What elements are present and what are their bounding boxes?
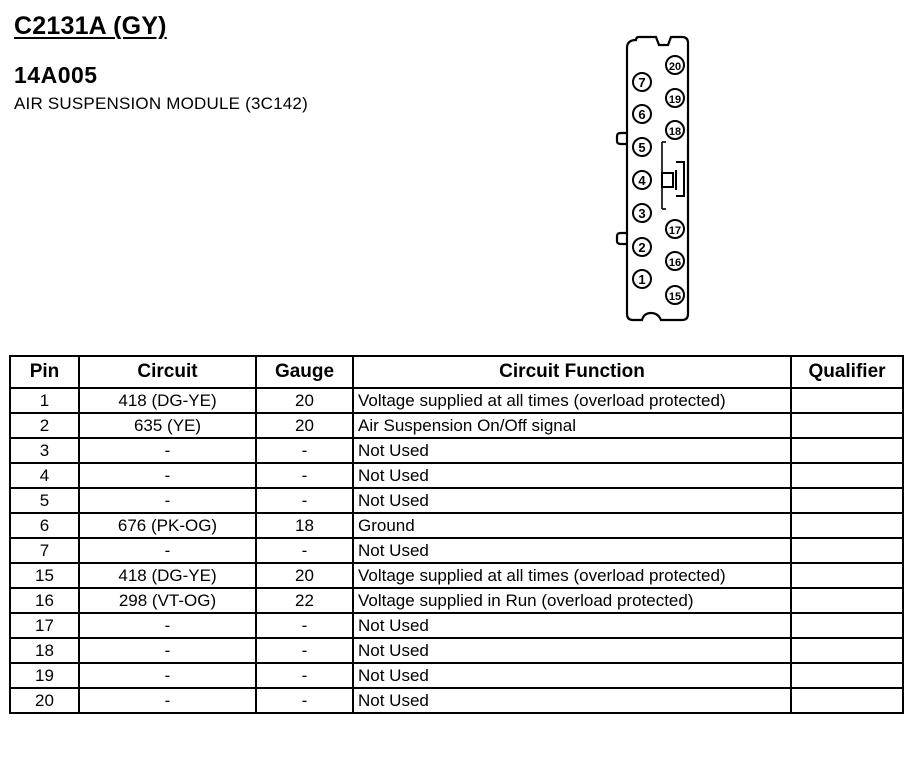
pin-label: 15: [668, 291, 682, 303]
table-row: [10, 488, 903, 513]
circuit-cell: -: [79, 438, 256, 463]
table-body: [10, 388, 903, 713]
pin-cell: 5: [10, 488, 79, 513]
pin-label: 7: [638, 75, 646, 90]
qualifier-cell: [791, 513, 903, 538]
circuit-cell: 418 (DG-YE): [79, 388, 256, 413]
function-cell: Ground: [353, 513, 791, 538]
gauge-cell: -: [256, 663, 353, 688]
pin-label: 19: [668, 94, 682, 106]
function-cell: Air Suspension On/Off signal: [353, 413, 791, 438]
pin-cell: 2: [10, 413, 79, 438]
gauge-cell: 20: [256, 413, 353, 438]
pin-label: 17: [668, 225, 682, 237]
pin-cell: 17: [10, 613, 79, 638]
function-cell: Voltage supplied in Run (overload protected): [353, 588, 791, 613]
pin-label: 16: [668, 257, 682, 269]
table-row: [10, 688, 903, 713]
col-header-qualifier: Qualifier: [791, 356, 903, 388]
function-cell: Voltage supplied at all times (overload protected): [353, 388, 791, 413]
function-cell: Not Used: [353, 663, 791, 688]
table-row: [10, 438, 903, 463]
table-row: [10, 388, 903, 413]
col-header-pin: Pin: [10, 356, 79, 388]
pin-cell: 18: [10, 638, 79, 663]
table-row: [10, 663, 903, 688]
function-cell: Not Used: [353, 538, 791, 563]
pin-label: 2: [638, 240, 646, 255]
qualifier-cell: [791, 413, 903, 438]
connector-pin-1: [633, 270, 651, 288]
pin-cell: 15: [10, 563, 79, 588]
connector-pin-19: [666, 89, 684, 107]
gauge-cell: -: [256, 688, 353, 713]
component-name: AIR SUSPENSION MODULE (3C142): [14, 94, 308, 113]
pin-label: 18: [668, 126, 682, 138]
pin-label: 5: [638, 140, 646, 155]
gauge-cell: -: [256, 488, 353, 513]
connector-pin-17: [666, 220, 684, 238]
table-row: [10, 563, 903, 588]
circuit-cell: -: [79, 613, 256, 638]
pin-cell: 3: [10, 438, 79, 463]
circuit-cell: -: [79, 688, 256, 713]
pin-label: 6: [638, 107, 646, 122]
table-row: [10, 588, 903, 613]
function-cell: Not Used: [353, 638, 791, 663]
part-number: 14A005: [14, 62, 98, 88]
circuit-cell: -: [79, 638, 256, 663]
connector-face-diagram: [600, 34, 710, 326]
circuit-cell: 418 (DG-YE): [79, 563, 256, 588]
circuit-cell: 298 (VT-OG): [79, 588, 256, 613]
pin-label: 1: [638, 272, 646, 287]
pin-label: 20: [668, 61, 682, 73]
connector-pin-4: [633, 171, 651, 189]
table-row: [10, 638, 903, 663]
gauge-cell: 22: [256, 588, 353, 613]
col-header-gauge: Gauge: [256, 356, 353, 388]
qualifier-cell: [791, 438, 903, 463]
qualifier-cell: [791, 488, 903, 513]
qualifier-cell: [791, 388, 903, 413]
circuit-cell: 676 (PK-OG): [79, 513, 256, 538]
locking-tab: [662, 142, 684, 209]
pin-cell: 7: [10, 538, 79, 563]
function-cell: Not Used: [353, 688, 791, 713]
connector-pin-20: [666, 56, 684, 74]
gauge-cell: -: [256, 638, 353, 663]
function-cell: Not Used: [353, 438, 791, 463]
gauge-cell: 20: [256, 388, 353, 413]
pin-table: [9, 355, 904, 714]
table-row: [10, 513, 903, 538]
table-header-row: [10, 356, 903, 388]
qualifier-cell: [791, 538, 903, 563]
circuit-cell: -: [79, 463, 256, 488]
table-row: [10, 538, 903, 563]
pin-cell: 4: [10, 463, 79, 488]
gauge-cell: 18: [256, 513, 353, 538]
qualifier-cell: [791, 463, 903, 488]
function-cell: Not Used: [353, 613, 791, 638]
circuit-cell: -: [79, 488, 256, 513]
qualifier-cell: [791, 688, 903, 713]
gauge-cell: -: [256, 438, 353, 463]
qualifier-cell: [791, 613, 903, 638]
pin-label: 4: [638, 173, 646, 188]
col-header-circuit: Circuit: [79, 356, 256, 388]
col-header-function: Circuit Function: [353, 356, 791, 388]
qualifier-cell: [791, 663, 903, 688]
connector-pin-16: [666, 252, 684, 270]
function-cell: Voltage supplied at all times (overload protected): [353, 563, 791, 588]
connector-pin-18: [666, 121, 684, 139]
table-row: [10, 413, 903, 438]
pin-cell: 1: [10, 388, 79, 413]
connector-title: C2131A (GY): [14, 12, 167, 40]
connector-pin-3: [633, 204, 651, 222]
circuit-cell: -: [79, 538, 256, 563]
pin-cell: 16: [10, 588, 79, 613]
connector-pin-5: [633, 138, 651, 156]
connector-housing: [617, 37, 688, 320]
connector-pin-15: [666, 286, 684, 304]
qualifier-cell: [791, 638, 903, 663]
pin-cell: 20: [10, 688, 79, 713]
connector-pin-2: [633, 238, 651, 256]
function-cell: Not Used: [353, 488, 791, 513]
gauge-cell: 20: [256, 563, 353, 588]
circuit-cell: -: [79, 663, 256, 688]
connector-pin-7: [633, 73, 651, 91]
qualifier-cell: [791, 563, 903, 588]
pin-cell: 19: [10, 663, 79, 688]
pin-cell: 6: [10, 513, 79, 538]
connector-pin-6: [633, 105, 651, 123]
gauge-cell: -: [256, 538, 353, 563]
table-row: [10, 613, 903, 638]
table-row: [10, 463, 903, 488]
pin-label: 3: [638, 206, 646, 221]
function-cell: Not Used: [353, 463, 791, 488]
gauge-cell: -: [256, 463, 353, 488]
qualifier-cell: [791, 588, 903, 613]
gauge-cell: -: [256, 613, 353, 638]
circuit-cell: 635 (YE): [79, 413, 256, 438]
